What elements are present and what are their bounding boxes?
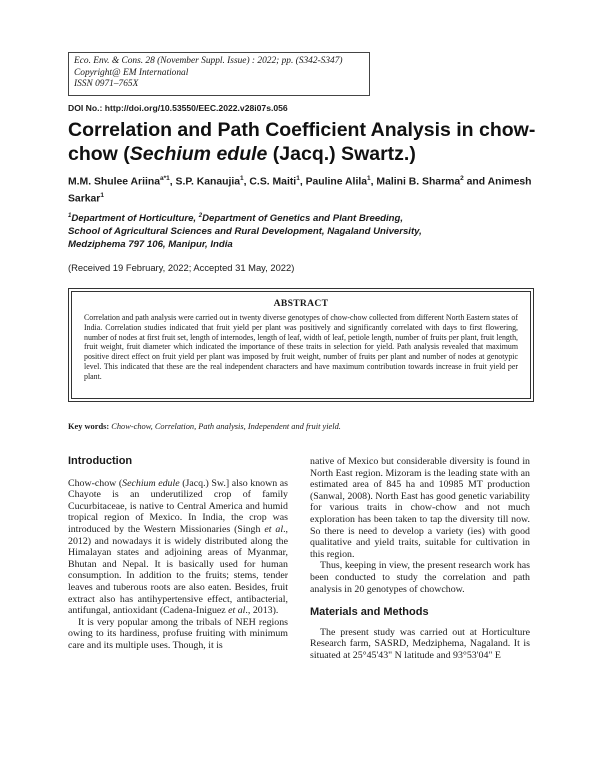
- author-name: , Pauline Alila: [299, 176, 368, 188]
- introduction-heading: Introduction: [68, 455, 133, 467]
- journal-citation: Eco. Env. & Cons. 28 (November Suppl. Issue) : 2022; pp. (S342-S347): [74, 56, 343, 66]
- author-superscript: 1: [100, 192, 104, 200]
- intro-paragraph-4: Thus, keeping in view, the present research work has been conducted to study the correlation and path analysis in 20 genotypes of chowchow.: [310, 560, 530, 595]
- affil-text: Department of Horticulture,: [71, 213, 199, 225]
- keywords: [68, 422, 538, 431]
- abstract-heading: ABSTRACT: [273, 298, 329, 309]
- abstract-box: [68, 288, 534, 402]
- abstract-inner-border: [71, 291, 531, 399]
- doi-line[interactable]: DOI No.: http://doi.org/10.53550/EEC.2022.v28i07s.056: [68, 103, 288, 113]
- author-list: [68, 172, 538, 207]
- text-run: ., 2013).: [245, 605, 279, 617]
- author-superscript: 1: [296, 175, 300, 182]
- text-run: Chow-chow (: [68, 477, 123, 489]
- received-dates: (Received 19 February, 2022; Accepted 31 May, 2022): [68, 262, 295, 273]
- affil-superscript: 2: [198, 213, 203, 219]
- affiliation-line-1: [68, 210, 548, 225]
- author-name: and Animesh Sarkar: [68, 176, 532, 205]
- author-name: , S.P. Kanaujia: [169, 176, 241, 188]
- title-species: Sechium edule: [129, 143, 268, 165]
- text-run: (Jacq.) Sw.] also known as Chayote is an underutilized crop of family Cucurbitaceae, is native to Central America and humid tropical region of Mexico. In India, the crop was introduced by the Western Missionaries (Singh: [68, 477, 288, 535]
- paper-title: [68, 118, 538, 166]
- journal-info-box: [68, 52, 370, 96]
- affiliation-line-2: School of Agricultural Sciences and Rural Development, Nagaland University,: [68, 226, 422, 238]
- intro-paragraph-1: [68, 478, 288, 617]
- keywords-text: Chow-chow, Correlation, Path analysis, Independent and fruit yield.: [109, 422, 341, 431]
- et-al: et al: [228, 605, 246, 617]
- journal-issn: ISSN 0971–765X: [74, 79, 139, 89]
- affiliations: [68, 210, 548, 251]
- intro-paragraph-2: It is very popular among the tribals of NEH regions owing to its hardiness, profuse fruiting with minimum care and its multiple uses. Though, it is: [68, 616, 288, 651]
- keywords-label: Key words:: [68, 422, 110, 431]
- affiliation-line-3: Medziphema 797 106, Manipur, India: [68, 239, 233, 251]
- affil-superscript: 1: [68, 213, 72, 219]
- affil-text: Department of Genetics and Plant Breeding,: [202, 213, 404, 225]
- intro-paragraph-3: native of Mexico but considerable diversity is found in North East region. Mizoram is the leading state with an estimated area of 845 ha and 10985 MT production (Sanwal, 2008). North East has good genetic variability for various traits in chow-chow and not much exploration has been taken to tap the diversity till now. So there is need to develop a variety (ies) with good qualitative and yield traits, suitable for cultivation in this region.: [310, 456, 530, 560]
- text-run: ., 2012) and nowadays it is widely distributed along the Himalayan states and adjoining areas of Myanmar, Bhutan and Nepal. It is basically used for human consumption. In addition to the fruits; stems, tender leaves and tuberous roots are also eaten. Besides, fruit extract also has antihypertensive effect, antibacterial, antifungal, antioxidant (Cadena-Iniguez: [68, 523, 288, 617]
- author-superscript: a*1: [160, 175, 170, 182]
- journal-copyright: Copyright@ EM International: [74, 67, 189, 78]
- author-superscript: 1: [367, 175, 371, 182]
- author-name: M.M. Shulee Ariina: [68, 176, 160, 188]
- abstract-text: Correlation and path analysis were carried out in twenty diverse genotypes of chow-chow collected from different North Eastern states of India. Correlation studies indicated that fruit yield per plant was positively and significantly correlated with days to first flowering, number of nodes at first fruit set, length of internodes, length of leaf, width of leaf, petiole length, number of fruits per plant, fruit length, fruit weight, fruit diameter which indicated the importance of these traits in selection for yield. Path analysis revealed that maximum positive direct effect on fruit yield per plant was imposed by fruit weight, number of fruits per plant and number of nodes at genotypic level. This indicated that these are the real independent characters and have maximum contribution towards increase in fruit yield per plant.: [84, 313, 518, 381]
- materials-methods-heading: Materials and Methods: [310, 606, 429, 619]
- et-al: et al: [264, 523, 284, 535]
- title-part-2: (Jacq.) Swartz.): [267, 143, 416, 165]
- author-superscript: 1: [240, 175, 244, 182]
- body-column-right: [310, 456, 530, 662]
- body-column-left: [68, 456, 288, 652]
- author-name: , C.S. Maiti: [243, 176, 297, 188]
- author-name: , Malini B. Sharma: [370, 176, 461, 188]
- methods-paragraph-1: The present study was carried out at Horticulture Research farm, SASRD, Medziphema, Nagaland. It is situated at 25°45'43" N latitude and 93°53'04" E: [310, 626, 530, 661]
- species-name: Sechium edule: [122, 477, 180, 489]
- author-superscript: 2: [460, 175, 464, 182]
- title-part-1: Correlation and Path Coefficient Analysis in chow-chow (: [68, 119, 536, 165]
